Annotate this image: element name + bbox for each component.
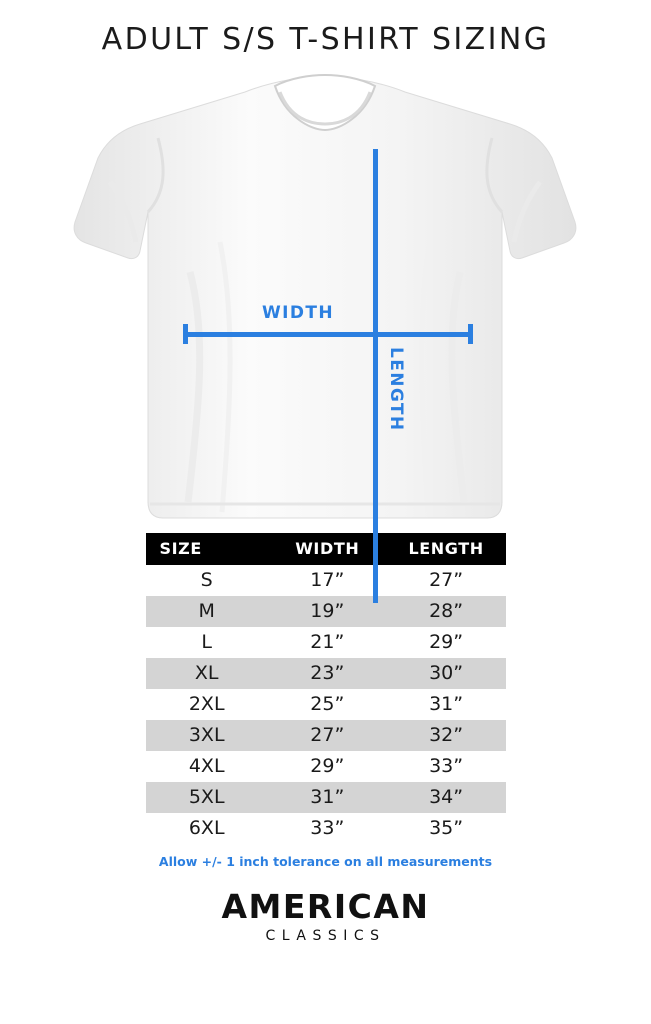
cell-width: 27” <box>268 720 387 751</box>
cell-length: 29” <box>387 627 506 658</box>
cell-width: 17” <box>268 565 387 596</box>
size-table-wrap <box>146 533 506 844</box>
brand-name: AMERICAN <box>221 887 430 926</box>
table-row <box>146 689 506 720</box>
cell-width: 21” <box>268 627 387 658</box>
cell-length: 27” <box>387 565 506 596</box>
width-label: WIDTH <box>262 303 335 323</box>
table-row <box>146 627 506 658</box>
cell-size: M <box>146 596 268 627</box>
cell-width: 25” <box>268 689 387 720</box>
shirt-diagram <box>0 67 651 527</box>
table-row <box>146 658 506 689</box>
cell-size: L <box>146 627 268 658</box>
header-size: SIZE <box>146 533 268 565</box>
cell-size: 2XL <box>146 689 268 720</box>
cell-length: 35” <box>387 813 506 844</box>
cell-size: XL <box>146 658 268 689</box>
cell-size: 3XL <box>146 720 268 751</box>
cell-length: 32” <box>387 720 506 751</box>
brand-logo <box>0 887 651 944</box>
page-title: ADULT S/S T-SHIRT SIZING <box>101 22 550 57</box>
table-row <box>146 565 506 596</box>
cell-length: 31” <box>387 689 506 720</box>
length-label: LENGTH <box>386 347 406 432</box>
table-row <box>146 751 506 782</box>
cell-width: 23” <box>268 658 387 689</box>
cell-width: 31” <box>268 782 387 813</box>
cell-size: S <box>146 565 268 596</box>
cell-length: 28” <box>387 596 506 627</box>
header-length: LENGTH <box>387 533 506 565</box>
brand-tagline: CLASSICS <box>265 928 386 944</box>
cell-width: 19” <box>268 596 387 627</box>
cell-width: 29” <box>268 751 387 782</box>
length-measure-line <box>373 149 378 603</box>
size-table <box>146 533 506 844</box>
table-header-row <box>146 533 506 565</box>
tolerance-note: Allow +/- 1 inch tolerance on all measurements <box>158 854 493 869</box>
cell-length: 30” <box>387 658 506 689</box>
table-row <box>146 813 506 844</box>
cell-length: 34” <box>387 782 506 813</box>
cell-width: 33” <box>268 813 387 844</box>
cell-length: 33” <box>387 751 506 782</box>
cell-size: 5XL <box>146 782 268 813</box>
cell-size: 6XL <box>146 813 268 844</box>
table-row <box>146 782 506 813</box>
cell-size: 4XL <box>146 751 268 782</box>
tshirt-illustration <box>70 72 580 522</box>
table-row <box>146 720 506 751</box>
header-width: WIDTH <box>268 533 387 565</box>
width-measure-line <box>183 332 473 337</box>
table-row <box>146 596 506 627</box>
